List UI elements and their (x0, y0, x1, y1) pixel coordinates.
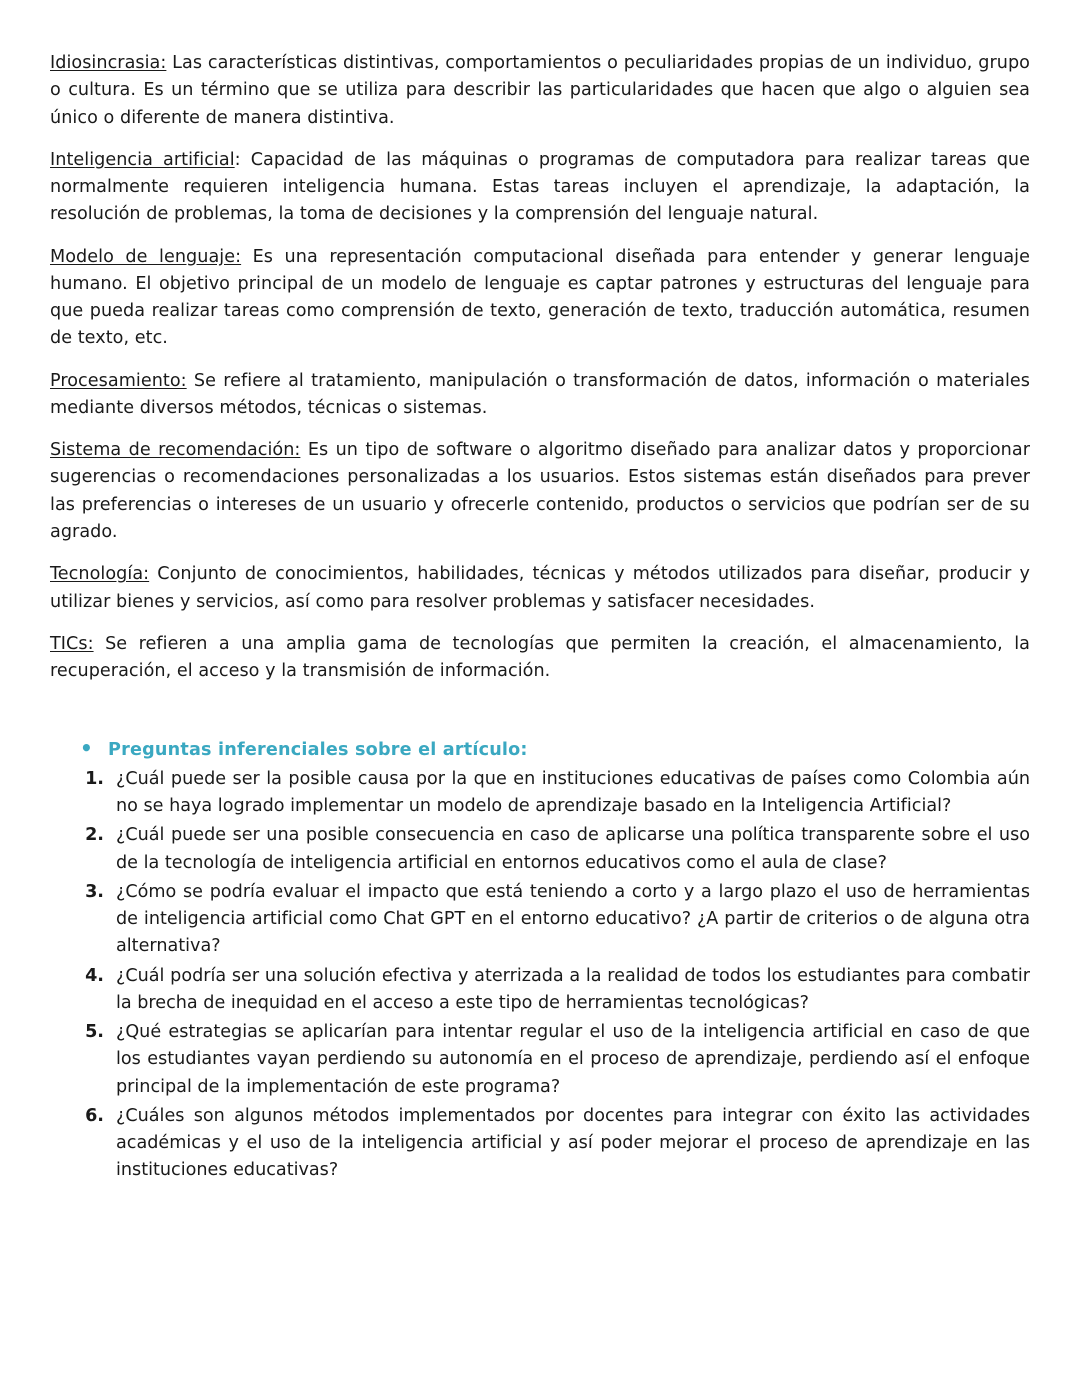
list-item (80, 766, 1030, 821)
questions-heading-label: Preguntas inferenciales sobre el artículo: (108, 740, 528, 761)
glossary-section (50, 50, 1030, 685)
glossary-entry (50, 244, 1030, 353)
glossary-entry (50, 50, 1030, 132)
list-item-text: ¿Cuál puede ser una posible consecuencia en caso de aplicarse una política transparente sobre el uso de la tecnología de inteligencia artificial en entornos educativos como el aula de clase? (116, 825, 1030, 873)
glossary-term: Inteligencia artificial (50, 149, 235, 170)
glossary-term: Sistema de recomendación: (50, 440, 301, 461)
glossary-definition: Las características distintivas, comportamientos o peculiaridades propias de un individuo, grupo o cultura. Es un término que se utiliza para describir las particularidades que hacen que algo o alguien sea único o diferente de manera distintiva. (50, 53, 1030, 128)
list-item (80, 879, 1030, 961)
list-item-number: 2. (85, 825, 104, 846)
glossary-definition: Es una representación computacional diseñada para entender y generar lenguaje humano. El objetivo principal de un modelo de lenguaje es captar patrones y estructuras del lenguaje para que pueda realizar tareas como comprensión de texto, generación de texto, traducción automática, resumen de texto, etc. (50, 246, 1030, 349)
glossary-definition: Es un tipo de software o algoritmo diseñado para analizar datos y proporcionar sugerencias o recomendaciones personalizadas a los usuarios. Estos sistemas están diseñados para prever las preferencias o intereses de un usuario y ofrecerle contenido, productos o servicios que podrían ser de su agrado. (50, 440, 1030, 542)
list-item-text: ¿Qué estrategias se aplicarían para intentar regular el uso de la inteligencia artificial en caso de que los estudiantes vayan perdiendo su autonomía en el proceso de aprendizaje, perdiendo así el enfoque principal de la implementación de este programa? (116, 1022, 1030, 1097)
glossary-entry (50, 368, 1030, 423)
questions-list (80, 766, 1030, 1185)
glossary-entry (50, 561, 1030, 616)
glossary-definition: Se refiere al tratamiento, manipulación o transformación de datos, información o materiales mediante diversos métodos, técnicas o sistemas. (50, 370, 1030, 418)
bullet-point-icon: • (80, 736, 93, 761)
list-item-number: 6. (85, 1105, 104, 1126)
glossary-term: Tecnología: (50, 564, 150, 585)
questions-heading (80, 737, 1030, 763)
glossary-definition: : Capacidad de las máquinas o programas de computadora para realizar tareas que normalmente requieren inteligencia humana. Estas tareas incluyen el aprendizaje, la adaptación, la resolución de problemas, la toma de decisiones y la comprensión del lenguaje natural. (50, 149, 1030, 225)
list-item-text: ¿Cuál puede ser la posible causa por la que en instituciones educativas de países como Colombia aún no se haya logrado implementar un modelo de aprendizaje basado en la Inteligencia Artificial? (116, 768, 1030, 816)
list-item-text: ¿Cuál podría ser una solución efectiva y aterrizada a la realidad de todos los estudiantes para combatir la brecha de inequidad en el acceso a este tipo de herramientas tecnológicas? (116, 965, 1030, 1013)
glossary-term: Procesamiento: (50, 370, 187, 391)
list-item-text: ¿Cómo se podría evaluar el impacto que está teniendo a corto y a largo plazo el uso de herramientas de inteligencia artificial como Chat GPT en el entorno educativo? ¿A partir de criterios o de alguna otra alternativa? (116, 881, 1030, 957)
list-item (80, 1103, 1030, 1185)
list-item-text: ¿Cuáles son algunos métodos implementados por docentes para integrar con éxito las actividades académicas y el uso de la inteligencia artificial y así poder mejorar el proceso de aprendizaje en las instituciones educativas? (116, 1105, 1030, 1181)
list-item-number: 4. (85, 965, 104, 986)
list-item (80, 822, 1030, 877)
list-item-number: 5. (85, 1022, 104, 1043)
list-item-number: 1. (85, 768, 104, 789)
glossary-entry (50, 631, 1030, 686)
glossary-term: Modelo de lenguaje: (50, 246, 242, 267)
glossary-entry (50, 437, 1030, 546)
glossary-entry (50, 147, 1030, 229)
glossary-term: TICs: (50, 633, 94, 654)
list-item-number: 3. (85, 881, 104, 902)
questions-section (50, 737, 1030, 1184)
glossary-definition: Conjunto de conocimientos, habilidades, técnicas y métodos utilizados para diseñar, producir y utilizar bienes y servicios, así como para resolver problemas y satisfacer necesidades. (50, 564, 1030, 612)
list-item (80, 963, 1030, 1018)
glossary-definition: Se refieren a una amplia gama de tecnologías que permiten la creación, el almacenamiento, la recuperación, el acceso y la transmisión de información. (50, 633, 1030, 682)
glossary-term: Idiosincrasia: (50, 53, 167, 73)
list-item (80, 1019, 1030, 1101)
